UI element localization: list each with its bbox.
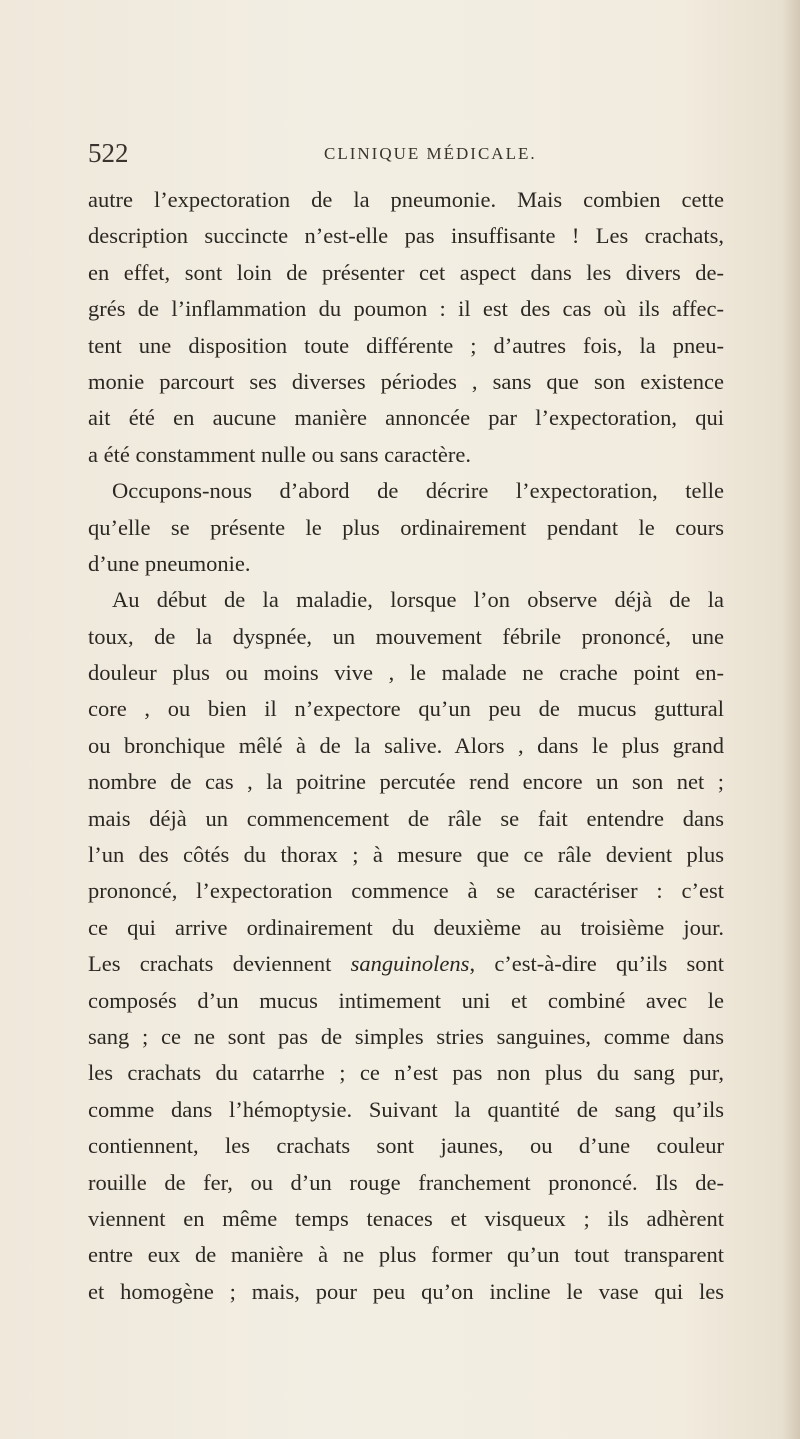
text-line: douleur plus ou moins vive , le malade ne crache point en- — [88, 660, 724, 686]
text-line: l’un des côtés du thorax ; à mesure que ce râle devient plus — [88, 842, 724, 868]
text-line: mais déjà un commencement de râle se fait entendre dans — [88, 805, 724, 831]
text-line: viennent en même temps tenaces et visqueux ; ils adhèrent — [88, 1205, 724, 1231]
text-line: contiennent, les crachats sont jaunes, ou d’une couleur — [88, 1133, 724, 1159]
text-line: toux, de la dyspnée, un mouvement fébrile prononcé, une — [88, 623, 724, 649]
text-line: monie parcourt ses diverses périodes , sans que son existence — [88, 368, 724, 394]
body-text — [88, 182, 724, 1310]
text-line: rouille de fer, ou d’un rouge franchement prononcé. Ils de- — [88, 1169, 724, 1195]
text-line: en effet, sont loin de présenter cet aspect dans les divers de- — [88, 259, 724, 285]
text-line: Occupons-nous d’abord de décrire l’expectoration, telle — [112, 478, 724, 504]
text-line: autre l’expectoration de la pneumonie. Mais combien cette — [88, 187, 724, 212]
text-line: grés de l’inflammation du poumon : il est des cas où ils affec- — [88, 296, 724, 322]
text-line: ce qui arrive ordinairement du deuxième au troisième jour. — [88, 914, 724, 940]
italic-term: sanguinolens — [350, 951, 470, 977]
text-line: les crachats du catarrhe ; ce n’est pas non plus du sang pur, — [88, 1060, 724, 1086]
text-line: core , ou bien il n’expectore qu’un peu de mucus guttural — [88, 696, 724, 722]
text-line: entre eux de manière à ne plus former qu’un tout transparent — [88, 1242, 724, 1268]
text-line: d’une pneumonie. — [88, 550, 251, 576]
running-head — [88, 136, 728, 176]
text-line: composés d’un mucus intimement uni et combiné avec le — [88, 987, 724, 1013]
text-line: tent une disposition toute différente ; d’autres fois, la pneu- — [88, 332, 724, 358]
text-line: description succincte n’est-elle pas insuffisante ! Les crachats, — [88, 223, 724, 249]
text-line: ait été en aucune manière annoncée par l’expectoration, qui — [88, 405, 724, 431]
text-line: et homogène ; mais, pour peu qu’on incline le vase qui les — [88, 1278, 724, 1304]
text-segment: , c’est-à-dire qu’ils sont — [469, 951, 725, 977]
text-line: qu’elle se présente le plus ordinairement pendant le cours — [88, 514, 724, 540]
running-title: CLINIQUE MÉDICALE. — [324, 144, 537, 163]
text-line: prononcé, l’expectoration commence à se caractériser : c’est — [88, 878, 724, 904]
text-line: nombre de cas , la poitrine percutée rend encore un son net ; — [88, 769, 724, 795]
text-line: ou bronchique mêlé à de la salive. Alors , dans le plus grand — [88, 732, 724, 758]
text-line: Au début de la maladie, lorsque l’on observe déjà de la — [112, 587, 724, 613]
text-line: a été constamment nulle ou sans caractère. — [88, 441, 471, 467]
page-number: 522 — [88, 138, 129, 168]
page-edge-shadow — [782, 0, 800, 1439]
text-line: comme dans l’hémoptysie. Suivant la quantité de sang qu’ils — [88, 1096, 724, 1122]
text-line: sang ; ce ne sont pas de simples stries sanguines, comme dans — [88, 1023, 724, 1049]
text-line-mixed — [88, 946, 724, 982]
text-segment: Les crachats deviennent — [88, 951, 332, 977]
